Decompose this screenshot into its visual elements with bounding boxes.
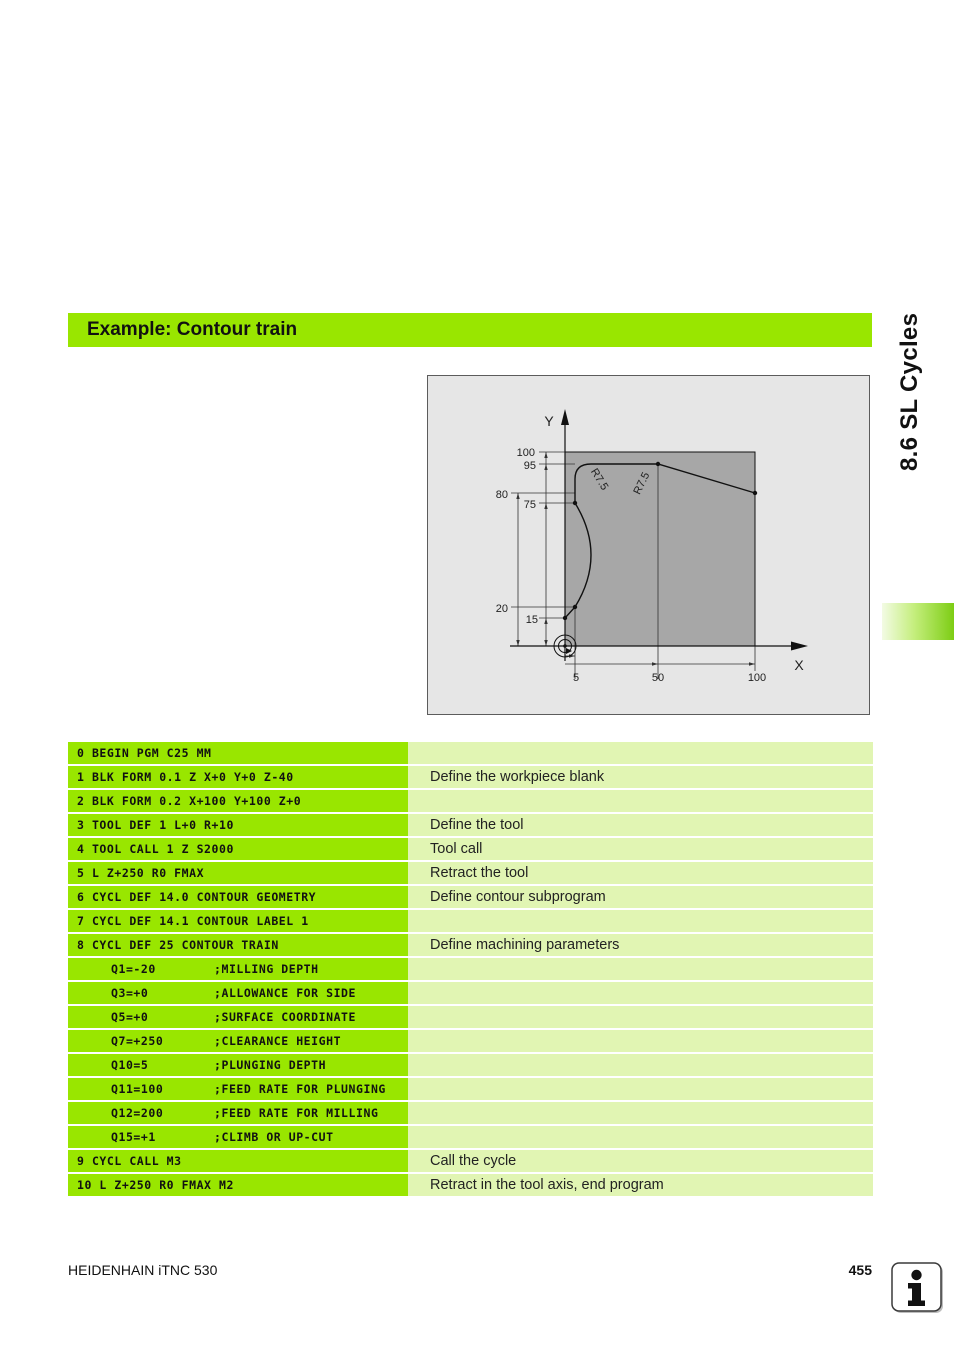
dimension-arrowhead <box>516 493 519 499</box>
dimension-arrowhead <box>544 452 547 458</box>
nc-comment <box>408 910 873 932</box>
program-line <box>68 766 873 788</box>
footer-product-name: HEIDENHAIN iTNC 530 <box>68 1262 218 1278</box>
q-parameter-comment: ;SURFACE COORDINATE <box>214 1010 356 1024</box>
nc-code <box>68 1126 408 1148</box>
nc-code: 3 TOOL DEF 1 L+0 R+10 <box>68 814 408 836</box>
nc-code: 5 L Z+250 R0 FMAX <box>68 862 408 884</box>
nc-comment: Define the workpiece blank <box>408 766 873 788</box>
nc-code <box>68 1078 408 1100</box>
info-icon-dot <box>911 1270 921 1280</box>
nc-comment: Retract the tool <box>408 862 873 884</box>
nc-code: 4 TOOL CALL 1 Z S2000 <box>68 838 408 860</box>
q-parameter-comment: ;ALLOWANCE FOR SIDE <box>214 986 356 1000</box>
program-line <box>68 934 873 956</box>
nc-code: 10 L Z+250 R0 FMAX M2 <box>68 1174 408 1196</box>
nc-code: 6 CYCL DEF 14.0 CONTOUR GEOMETRY <box>68 886 408 908</box>
nc-code: 2 BLK FORM 0.2 X+100 Y+100 Z+0 <box>68 790 408 812</box>
contour-point <box>656 462 660 466</box>
program-line <box>68 910 873 932</box>
program-line <box>68 790 873 812</box>
q-parameter-comment: ;FEED RATE FOR PLUNGING <box>214 1082 386 1096</box>
x-dimension-label: 5 <box>572 672 580 684</box>
dimension-arrowhead <box>544 464 547 470</box>
nc-comment: Define the tool <box>408 814 873 836</box>
cycle-parameter-line <box>68 1102 873 1124</box>
cycle-parameter-line <box>68 1006 873 1028</box>
contour-point <box>573 501 577 505</box>
q-parameter: Q3=+0 <box>111 986 149 1000</box>
x-dimension-label: 100 <box>747 672 767 684</box>
x-axis-label: X <box>794 657 804 673</box>
q-parameter-comment: ;MILLING DEPTH <box>214 962 319 976</box>
y-dimension-label: 15 <box>525 614 538 626</box>
nc-comment <box>408 1030 873 1052</box>
program-line <box>68 862 873 884</box>
cycle-parameter-line <box>68 982 873 1004</box>
chapter-thumb-marker <box>882 603 954 640</box>
nc-code <box>68 1102 408 1124</box>
nc-comment <box>408 982 873 1004</box>
q-parameter-comment: ;CLIMB OR UP-CUT <box>214 1130 334 1144</box>
program-line <box>68 1150 873 1172</box>
contour-point <box>563 616 567 620</box>
chapter-side-tab: 8.6 SL Cycles <box>896 312 923 471</box>
y-axis-label: Y <box>544 413 554 429</box>
q-parameter: Q1=-20 <box>111 962 156 976</box>
y-dimension-label: 100 <box>516 447 535 459</box>
cycle-parameter-line <box>68 1126 873 1148</box>
program-line <box>68 742 873 764</box>
datum-center-dot <box>563 644 567 648</box>
program-line <box>68 838 873 860</box>
nc-code: 8 CYCL DEF 25 CONTOUR TRAIN <box>68 934 408 956</box>
dimension-arrowhead <box>544 503 547 509</box>
info-icon-graphic <box>891 1262 944 1314</box>
nc-comment: Call the cycle <box>408 1150 873 1172</box>
program-line <box>68 1174 873 1196</box>
dimension-arrowhead <box>544 618 547 624</box>
q-parameter-comment: ;PLUNGING DEPTH <box>214 1058 327 1072</box>
nc-comment <box>408 742 873 764</box>
contour-figure <box>427 375 870 715</box>
nc-code <box>68 1054 408 1076</box>
q-parameter-comment: ;FEED RATE FOR MILLING <box>214 1106 379 1120</box>
cycle-parameter-line <box>68 958 873 980</box>
radius-label: R7.5 <box>587 466 611 493</box>
q-parameter: Q7=+250 <box>111 1034 164 1048</box>
y-axis-arrow-icon <box>561 409 569 425</box>
dimension-arrowhead <box>749 662 755 665</box>
radius-label: R7.5 <box>631 470 653 497</box>
example-header-bar <box>68 313 872 347</box>
dimension-arrowhead <box>516 640 519 646</box>
nc-code <box>68 958 408 980</box>
cycle-parameter-line <box>68 1054 873 1076</box>
contour-diagram <box>427 375 870 715</box>
y-dimension-label: 20 <box>495 603 508 615</box>
nc-comment: Define contour subprogram <box>408 886 873 908</box>
nc-code: 7 CYCL DEF 14.1 CONTOUR LABEL 1 <box>68 910 408 932</box>
y-dimension-label: 95 <box>523 460 536 472</box>
dimension-arrowhead <box>544 640 547 646</box>
q-parameter: Q12=200 <box>111 1106 164 1120</box>
nc-comment <box>408 1102 873 1124</box>
nc-comment <box>408 958 873 980</box>
dimension-arrowhead <box>652 662 658 665</box>
x-dimension-label: 50 <box>651 672 665 684</box>
y-dimension-label: 75 <box>523 499 536 511</box>
nc-comment <box>408 1078 873 1100</box>
cycle-parameter-line <box>68 1030 873 1052</box>
nc-comment: Tool call <box>408 838 873 860</box>
program-line <box>68 814 873 836</box>
q-parameter: Q5=+0 <box>111 1010 149 1024</box>
nc-comment <box>408 1054 873 1076</box>
nc-code: 9 CYCL CALL M3 <box>68 1150 408 1172</box>
nc-code <box>68 1030 408 1052</box>
nc-comment <box>408 790 873 812</box>
cycle-parameter-line <box>68 1078 873 1100</box>
nc-comment: Define machining parameters <box>408 934 873 956</box>
nc-code <box>68 982 408 1004</box>
q-parameter: Q15=+1 <box>111 1130 156 1144</box>
contour-point <box>753 491 757 495</box>
info-icon <box>891 1262 944 1314</box>
nc-comment <box>408 1126 873 1148</box>
example-title: Example: Contour train <box>87 319 298 340</box>
nc-comment <box>408 1006 873 1028</box>
nc-code: 1 BLK FORM 0.1 Z X+0 Y+0 Z-40 <box>68 766 408 788</box>
nc-comment: Retract in the tool axis, end program <box>408 1174 873 1196</box>
page-number: 455 <box>848 1262 872 1278</box>
x-axis-arrow-icon <box>791 642 808 651</box>
nc-code <box>68 1006 408 1028</box>
program-line <box>68 886 873 908</box>
q-parameter: Q10=5 <box>111 1058 149 1072</box>
q-parameter: Q11=100 <box>111 1082 164 1096</box>
y-dimension-label: 80 <box>495 489 508 501</box>
nc-program-table <box>68 742 873 1198</box>
q-parameter-comment: ;CLEARANCE HEIGHT <box>214 1034 342 1048</box>
nc-code: 0 BEGIN PGM C25 MM <box>68 742 408 764</box>
contour-point <box>573 605 577 609</box>
